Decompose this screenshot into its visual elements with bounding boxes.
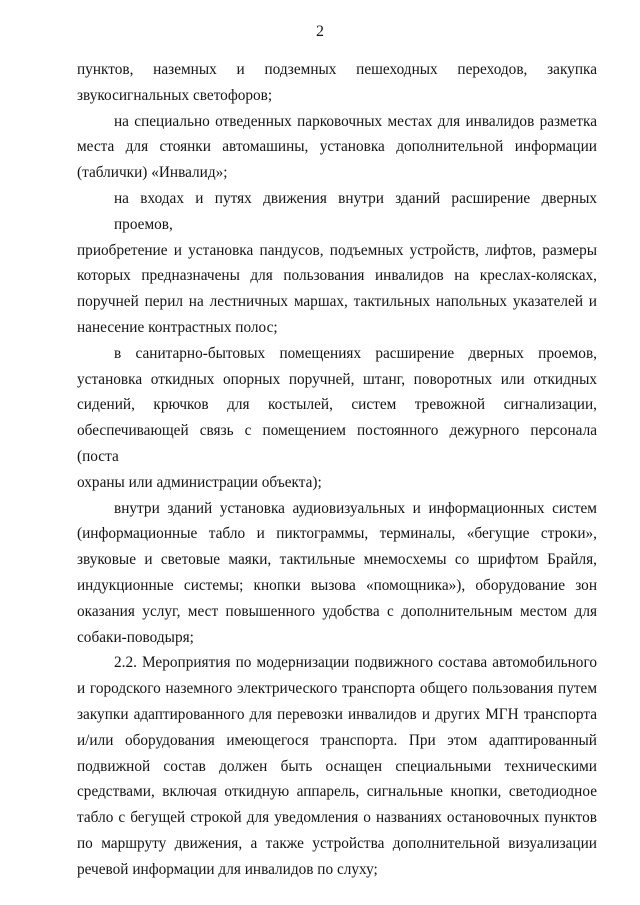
text-line: звукосигнальных светофоров; — [77, 86, 273, 104]
text-line: подвижной состав должен быть оснащен специальными техническими — [77, 757, 597, 775]
text-line: (таблички) «Инвалид»; — [77, 164, 228, 182]
text-line: охраны или администрации объекта); — [77, 473, 322, 491]
paragraph-transport-modernization — [77, 650, 597, 882]
text-line: приобретение и установка пандусов, подъемных устройств, лифтов, размеры — [77, 241, 597, 259]
text-line: которых предназначены для пользования инвалидов на креслах-колясках, — [77, 267, 597, 285]
text-line: на специально отведенных парковочных местах для инвалидов разметка — [114, 112, 597, 130]
paragraph-pedestrian-crossings — [77, 57, 597, 109]
text-line: оказания услуг, мест повышенного удобства с дополнительным местом для — [77, 602, 597, 620]
text-line: индукционные системы; кнопки вызова «помощника»), оборудование зон — [77, 576, 597, 594]
text-line: в санитарно-бытовых помещениях расширение дверных проемов, — [114, 344, 597, 362]
text-line: установка откидных опорных поручней, штанг, поворотных или откидных — [77, 370, 597, 388]
paragraph-building-entrances — [77, 186, 597, 341]
paragraph-sanitary-rooms — [77, 341, 597, 496]
paragraph-information-systems — [77, 496, 597, 651]
text-line: внутри зданий установка аудиовизуальных и информационных систем — [114, 499, 597, 517]
text-line: (информационные табло и пиктограммы, терминалы, «бегущие строки», — [77, 525, 597, 543]
paragraph-parking-spaces — [77, 109, 597, 186]
text-line: собаки-поводыря; — [77, 628, 194, 646]
page-number: 2 — [316, 23, 324, 40]
text-line: речевой информации для инвалидов по слуху; — [77, 860, 378, 878]
text-line: и городского наземного электрического транспорта общего пользования путем — [77, 680, 597, 698]
document-body — [77, 57, 597, 883]
text-line: на входах и путях движения внутри зданий расширение дверных проемов, — [114, 189, 597, 233]
text-line: нанесение контрастных полос; — [77, 318, 278, 336]
text-line: звуковые и световые маяки, тактильные мнемосхемы со шрифтом Брайля, — [77, 551, 597, 569]
text-line: и/или оборудования имеющегося транспорта. При этом адаптированный — [77, 731, 597, 749]
text-line: обеспечивающей связь с помещением постоянного дежурного персонала (поста — [77, 422, 597, 465]
text-line: места для стоянки автомашины, установка дополнительной информации — [77, 138, 597, 156]
text-line: средствами, включая откидную аппарель, сигнальные кнопки, светодиодное — [77, 783, 597, 801]
text-line: поручней перил на лестничных маршах, тактильных напольных указателей и — [77, 293, 597, 311]
text-line: пунктов, наземных и подземных пешеходных переходов, закупка — [77, 61, 597, 78]
text-line: по маршруту движения, а также устройства дополнительной визуализации — [77, 834, 597, 852]
text-line: 2.2. Мероприятия по модернизации подвижного состава автомобильного — [114, 654, 597, 672]
text-line: сидений, крючков для костылей, систем тревожной сигнализации, — [77, 396, 597, 414]
text-line: закупки адаптированного для перевозки инвалидов и других МГН транспорта — [77, 705, 597, 723]
text-line: табло с бегущей строкой для уведомления о названиях остановочных пунктов — [77, 809, 597, 827]
